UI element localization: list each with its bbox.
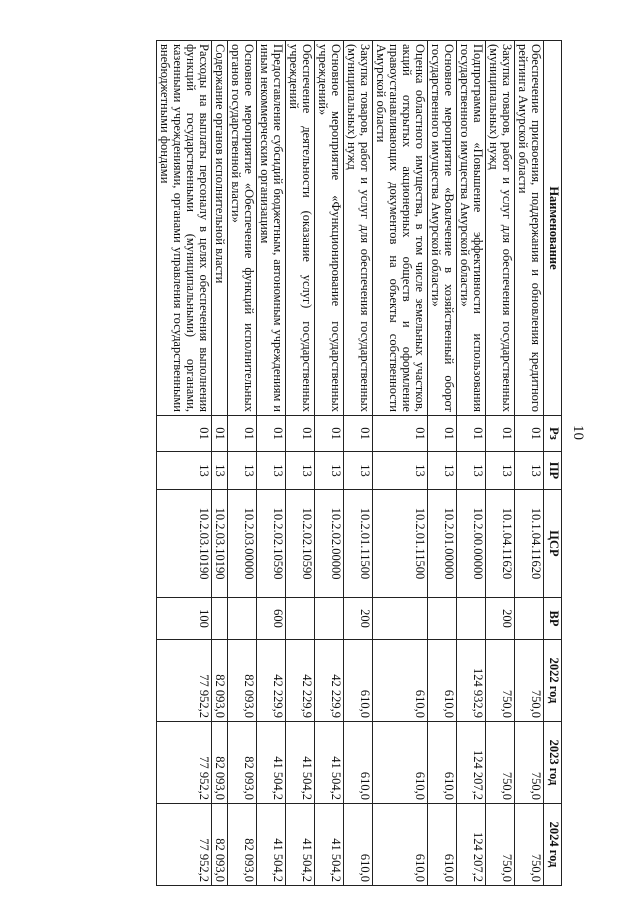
cell-rz: 01 xyxy=(515,416,544,452)
cell-y2022: 42 229,9 xyxy=(257,640,286,722)
cell-csr: 10.2.02.10590 xyxy=(286,490,315,598)
cell-rz: 01 xyxy=(228,416,257,452)
table-row xyxy=(157,41,212,886)
cell-rz: 01 xyxy=(373,416,428,452)
cell-y2022: 82 093,0 xyxy=(228,640,257,722)
cell-y2023: 41 504,2 xyxy=(257,722,286,804)
cell-csr: 10.2.03.10190 xyxy=(157,490,212,598)
cell-y2024: 610,0 xyxy=(428,804,457,886)
table-header-row xyxy=(544,41,562,886)
cell-rz: 01 xyxy=(344,416,373,452)
cell-y2022: 610,0 xyxy=(428,640,457,722)
cell-csr: 10.2.00.00000 xyxy=(457,490,486,598)
cell-rz: 01 xyxy=(486,416,515,452)
cell-pr: 13 xyxy=(228,452,257,490)
header-y2023: 2023 год xyxy=(544,722,562,804)
cell-vr xyxy=(373,598,428,640)
rotated-table-container xyxy=(156,40,562,885)
cell-y2023: 610,0 xyxy=(428,722,457,804)
cell-pr: 13 xyxy=(428,452,457,490)
header-name: Наименование xyxy=(544,41,562,416)
cell-pr: 13 xyxy=(157,452,212,490)
cell-vr: 200 xyxy=(486,598,515,640)
cell-y2023: 750,0 xyxy=(486,722,515,804)
header-y2024: 2024 год xyxy=(544,804,562,886)
cell-y2023: 610,0 xyxy=(373,722,428,804)
table-body xyxy=(157,41,544,886)
cell-y2022: 610,0 xyxy=(373,640,428,722)
table-row xyxy=(228,41,257,886)
cell-pr: 13 xyxy=(373,452,428,490)
cell-y2024: 124 207,2 xyxy=(457,804,486,886)
table-row xyxy=(315,41,344,886)
cell-name: Оценка областного имущества, в том числе земельных участков, акций открытых акционерных обществ и оформление правоустанавливающих документов на объекты собственности Амурской области xyxy=(373,41,428,416)
cell-vr xyxy=(515,598,544,640)
cell-pr: 13 xyxy=(457,452,486,490)
cell-rz: 01 xyxy=(257,416,286,452)
header-vr: ВР xyxy=(544,598,562,640)
cell-name: Основное мероприятие «Обеспечение функций исполнительных органов государственной власти» xyxy=(228,41,257,416)
table-row xyxy=(486,41,515,886)
cell-name: Подпрограмма «Повышение эффективности использования государственного имущества Амурской области» xyxy=(457,41,486,416)
cell-name: Обеспечение деятельности (оказание услуг) государственных учреждений xyxy=(286,41,315,416)
cell-vr xyxy=(212,598,228,640)
cell-y2024: 610,0 xyxy=(373,804,428,886)
budget-table xyxy=(156,40,562,886)
cell-vr: 100 xyxy=(157,598,212,640)
cell-name: Предоставление субсидий бюджетным, автономным учреждениям и иным некоммерческим организациям xyxy=(257,41,286,416)
cell-y2022: 42 229,9 xyxy=(315,640,344,722)
cell-csr: 10.1.04.11620 xyxy=(486,490,515,598)
cell-y2022: 77 952,2 xyxy=(157,640,212,722)
cell-y2023: 82 093,0 xyxy=(212,722,228,804)
cell-csr: 10.2.03.00000 xyxy=(228,490,257,598)
cell-csr: 10.2.02.00000 xyxy=(315,490,344,598)
cell-rz: 01 xyxy=(428,416,457,452)
table-row xyxy=(515,41,544,886)
cell-name: Содержание органов исполнительной власти xyxy=(212,41,228,416)
cell-y2022: 750,0 xyxy=(486,640,515,722)
cell-y2024: 41 504,2 xyxy=(257,804,286,886)
header-rz: Рз xyxy=(544,416,562,452)
table-row xyxy=(257,41,286,886)
cell-csr: 10.1.04.11620 xyxy=(515,490,544,598)
cell-y2023: 750,0 xyxy=(515,722,544,804)
header-csr: ЦСР xyxy=(544,490,562,598)
cell-y2022: 610,0 xyxy=(344,640,373,722)
header-y2022: 2022 год xyxy=(544,640,562,722)
cell-y2023: 124 207,2 xyxy=(457,722,486,804)
cell-y2024: 750,0 xyxy=(515,804,544,886)
cell-name: Закупка товаров, работ и услуг для обеспечения государственных (муниципальных) нужд xyxy=(486,41,515,416)
cell-pr: 13 xyxy=(257,452,286,490)
cell-rz: 01 xyxy=(286,416,315,452)
cell-rz: 01 xyxy=(315,416,344,452)
cell-y2022: 42 229,9 xyxy=(286,640,315,722)
cell-vr: 200 xyxy=(344,598,373,640)
cell-pr: 13 xyxy=(344,452,373,490)
cell-pr: 13 xyxy=(486,452,515,490)
cell-csr: 10.2.02.10590 xyxy=(257,490,286,598)
cell-vr xyxy=(286,598,315,640)
table-row xyxy=(286,41,315,886)
cell-y2022: 750,0 xyxy=(515,640,544,722)
cell-csr: 10.2.03.10190 xyxy=(212,490,228,598)
cell-y2023: 41 504,2 xyxy=(286,722,315,804)
cell-pr: 13 xyxy=(315,452,344,490)
cell-y2022: 82 093,0 xyxy=(212,640,228,722)
cell-y2022: 124 932,9 xyxy=(457,640,486,722)
cell-y2024: 41 504,2 xyxy=(315,804,344,886)
cell-rz: 01 xyxy=(157,416,212,452)
cell-rz: 01 xyxy=(457,416,486,452)
cell-vr: 600 xyxy=(257,598,286,640)
header-pr: ПР xyxy=(544,452,562,490)
table-row xyxy=(212,41,228,886)
cell-name: Расходы на выплаты персоналу в целях обеспечения выполнения функций государственными (муниципальными) органами, казенными учреждениями, органами управления государственными внебюджетными фондами xyxy=(157,41,212,416)
cell-name: Закупка товаров, работ и услуг для обеспечения государственных (муниципальных) нужд xyxy=(344,41,373,416)
cell-y2024: 41 504,2 xyxy=(286,804,315,886)
cell-csr: 10.2.01.11500 xyxy=(373,490,428,598)
cell-csr: 10.2.01.11500 xyxy=(344,490,373,598)
cell-y2024: 82 093,0 xyxy=(228,804,257,886)
cell-pr: 13 xyxy=(212,452,228,490)
cell-vr xyxy=(457,598,486,640)
cell-y2023: 77 952,2 xyxy=(157,722,212,804)
table-row xyxy=(373,41,428,886)
cell-y2023: 82 093,0 xyxy=(228,722,257,804)
cell-y2024: 750,0 xyxy=(486,804,515,886)
cell-y2024: 610,0 xyxy=(344,804,373,886)
table-row xyxy=(344,41,373,886)
cell-vr xyxy=(428,598,457,640)
cell-y2023: 610,0 xyxy=(344,722,373,804)
cell-csr: 10.2.01.00000 xyxy=(428,490,457,598)
cell-pr: 13 xyxy=(286,452,315,490)
cell-y2024: 77 952,2 xyxy=(157,804,212,886)
cell-name: Обеспечение присвоения, поддержания и обновления кредитного рейтинга Амурской области xyxy=(515,41,544,416)
cell-y2024: 82 093,0 xyxy=(212,804,228,886)
cell-rz: 01 xyxy=(212,416,228,452)
table-row xyxy=(457,41,486,886)
cell-pr: 13 xyxy=(515,452,544,490)
cell-vr xyxy=(228,598,257,640)
page-number: 10 xyxy=(570,425,586,440)
cell-name: Основное мероприятие «Функционирование государственных учреждений» xyxy=(315,41,344,416)
cell-name: Основное мероприятие «Вовлечение в хозяйственный оборот государственного имущества Амурской области» xyxy=(428,41,457,416)
cell-vr xyxy=(315,598,344,640)
table-row xyxy=(428,41,457,886)
cell-y2023: 41 504,2 xyxy=(315,722,344,804)
